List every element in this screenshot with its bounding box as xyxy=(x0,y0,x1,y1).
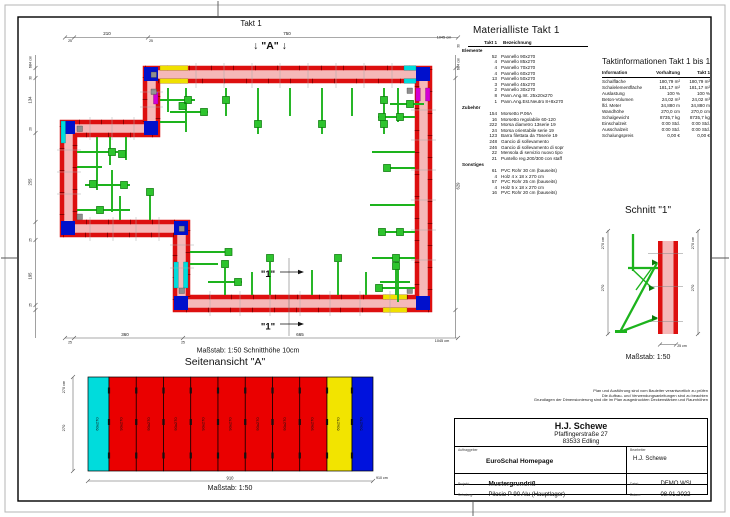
svg-text:50x270: 50x270 xyxy=(358,417,364,431)
takt-info-row: Schalungspreis 0,00 € 0,00 € xyxy=(602,132,710,138)
svg-text:90x270: 90x270 xyxy=(145,417,151,431)
svg-text:195: 195 xyxy=(27,272,33,280)
svg-text:25: 25 xyxy=(28,238,33,242)
svg-text:255: 255 xyxy=(27,178,33,186)
svg-text:25: 25 xyxy=(28,303,33,307)
section-brace xyxy=(615,234,658,333)
material-row: 22 Mensola di servizio nuovo tipo xyxy=(491,150,563,156)
company-name: H.J. Schewe xyxy=(554,420,608,431)
grid-ticks xyxy=(57,63,436,316)
takt-info-header: Information Vorhaltung Takt 1 xyxy=(602,70,710,78)
material-list-title: Materialliste Takt 1 xyxy=(473,25,560,36)
takt-info xyxy=(602,57,710,139)
svg-text:90x270: 90x270 xyxy=(200,417,206,431)
svg-text:25: 25 xyxy=(181,340,185,345)
material-items-zubehoer xyxy=(462,111,594,161)
material-row: 4 Pannello 70x270 xyxy=(494,64,536,70)
material-row: 13 Pannello 50x270 xyxy=(491,76,536,82)
svg-text:270 cm: 270 cm xyxy=(601,236,605,250)
svg-text:910 cm: 910 cm xyxy=(376,476,388,480)
svg-text:60x270: 60x270 xyxy=(335,417,341,431)
svg-text:25: 25 xyxy=(68,340,72,345)
floor-plan xyxy=(28,19,461,355)
material-row: 4 Pannello 60x270 xyxy=(494,70,536,76)
editor-value: H.J. Schewe xyxy=(633,456,667,462)
material-row: 154 Morsetto P.06A xyxy=(489,110,533,116)
project-cell: Projekt: Mustergrundriß xyxy=(455,474,627,484)
material-row: 16 PVC Rohr 20 cm (bauseits) xyxy=(491,190,557,196)
svg-text:270: 270 xyxy=(600,284,605,292)
disclaimer-line: Die Aufbau- und Verwendungsanleitungen sind zu beachten xyxy=(601,392,708,398)
material-row: 4 Pannello 85x270 xyxy=(494,59,536,65)
svg-text:270: 270 xyxy=(690,284,695,292)
company-address1: Pfaffingerstraße 27 xyxy=(554,430,608,438)
material-row: 222 Morsa diametro 13serie 19 xyxy=(489,122,556,128)
material-row: 246 Gancio di sollevamento di sopr xyxy=(489,144,564,150)
svg-text:"1": "1" xyxy=(260,269,276,280)
section-title-elemente: Elemente xyxy=(462,48,483,53)
svg-text:90x270: 90x270 xyxy=(118,417,124,431)
takt-info-row: Schalelementfläche 181,17 m² 181,17 m² xyxy=(602,84,710,90)
disclaimer-line: Grundlagen der Dimensionierung sind die im Plan ausgedruckten Deckenstärken und Raumhöhen xyxy=(533,397,708,403)
accent-panels-cyan xyxy=(61,66,416,288)
svg-text:270 cm: 270 cm xyxy=(691,236,695,250)
takt-info-row: Auslastung 100 % 100 % xyxy=(602,90,710,96)
takt-info-row: lfd. Meter 34,880 m 34,880 m xyxy=(602,102,710,108)
section-view xyxy=(600,205,700,361)
column-qty: Takt 1 xyxy=(484,40,497,45)
takt-info-title: Taktinformationen Takt 1 bis 1 xyxy=(602,57,711,66)
svg-text:750: 750 xyxy=(283,31,291,36)
material-row: 57 PVC Rohr 25 cm (bauseits) xyxy=(491,179,557,185)
svg-text:270 cm: 270 cm xyxy=(62,380,66,394)
material-row: 16 Morsetto regolabile 60-120 xyxy=(491,116,556,122)
material-items-elemente xyxy=(462,54,594,104)
material-row: 248 Gancio di sollevamento xyxy=(489,138,549,144)
material-row: 2 Pannello 30x270 xyxy=(494,87,536,93)
file-value: DEMO.WSL xyxy=(660,480,694,487)
section-title: Schnitt "1" xyxy=(624,205,672,216)
plan-scale-note: Maßstab: 1:50 Schnitthöhe 10cm xyxy=(196,347,300,355)
takt-info-row: Beton-Volumen 24,02 m³ 24,02 m³ xyxy=(602,96,710,102)
formwork-cell: Schalung: Pilosio P 90 Alu (Hauptlager) xyxy=(455,485,627,494)
project-value: Mustergrundriß xyxy=(488,480,536,488)
svg-text:360: 360 xyxy=(121,332,129,337)
takt-info-row: Ausschalzeit 0:00 Std. 0:00 Std. xyxy=(602,126,710,132)
svg-text:1045 cm: 1045 cm xyxy=(434,339,450,343)
disclaimer xyxy=(450,389,708,403)
takt-info-row: Wandhöhe 270,0 cm 270,0 cm xyxy=(602,108,710,114)
takt-info-rows xyxy=(602,79,710,139)
file-cell: Datei: DEMO.WSL xyxy=(630,480,694,487)
svg-text:90x270: 90x270 xyxy=(282,417,288,431)
svg-text:629: 629 xyxy=(455,182,461,190)
svg-text:665: 665 xyxy=(296,332,304,337)
wall-ring-fill xyxy=(62,68,430,310)
plan-title: Takt 1 xyxy=(240,19,262,28)
side-view-title: Seitenansicht "A" xyxy=(184,356,266,368)
svg-text:90x270: 90x270 xyxy=(309,417,315,431)
svg-text:90x270: 90x270 xyxy=(227,417,233,431)
takt-info-row: Schalgewicht 8735,7 kg 8735,7 kg xyxy=(602,114,710,120)
date-value: 08.01.2022 xyxy=(660,491,691,498)
title-block xyxy=(454,418,708,498)
svg-text:60x270: 60x270 xyxy=(94,417,100,431)
column-name: Bezeichnung xyxy=(503,40,532,45)
takt-info-row: Schalfläche 180,79 m² 180,79 m² xyxy=(602,78,710,84)
svg-text:134: 134 xyxy=(27,96,33,104)
company-address2: 83533 Edling xyxy=(562,437,600,445)
svg-text:210: 210 xyxy=(103,31,111,36)
material-row: 4 Holz 4 x 18 x 270 cm xyxy=(494,173,544,179)
section-scale: Maßstab: 1:50 xyxy=(625,354,671,361)
client-value: EuroSchal Homepage xyxy=(486,458,554,465)
svg-text:25: 25 xyxy=(149,39,153,43)
svg-text:90x270: 90x270 xyxy=(254,417,260,431)
material-row: 52 Pannello 90x270 xyxy=(491,53,536,59)
svg-text:"1": "1" xyxy=(260,321,276,333)
svg-text:90x270: 90x270 xyxy=(173,417,179,431)
section-title-zubehoer: Zubehör xyxy=(462,105,481,111)
svg-text:25 cm: 25 cm xyxy=(677,344,687,348)
wall-inner-panels xyxy=(75,81,417,297)
side-view-scale: Maßstab: 1:50 xyxy=(207,485,253,492)
material-row: 61 PVC Rohr 30 cm (bauseits) xyxy=(491,168,557,174)
accent-panels-yellow xyxy=(160,66,407,313)
corner-panels-blue xyxy=(61,67,430,310)
title-block-header xyxy=(455,419,707,447)
disclaimer-line: Plan und Ausführung sind vom Bauleiter verantwortlich zu prüfen xyxy=(593,388,708,393)
material-items-sonstiges xyxy=(462,168,594,196)
material-row: 24 Morsa orientabile serie 19 xyxy=(491,127,554,133)
svg-text:30: 30 xyxy=(456,44,461,48)
svg-text:684 cm: 684 cm xyxy=(28,55,33,69)
material-row: 21 Puntello reg.200/300 con staff xyxy=(491,155,562,161)
takt-info-row: Einschalzeit 0:00 Std. 0:00 Std. xyxy=(602,120,710,126)
section-title-sonstiges: Sonstiges xyxy=(462,162,484,168)
material-list-header xyxy=(468,40,588,47)
accent-panels-magenta xyxy=(154,88,431,104)
material-list xyxy=(462,25,594,196)
date-cell: Datum: 08.01.2022 xyxy=(630,491,691,498)
svg-text:30: 30 xyxy=(28,76,33,80)
svg-text:25: 25 xyxy=(68,39,72,43)
material-row: 4 Holz 5 x 18 x 270 cm xyxy=(494,184,544,190)
wall-outer-panels xyxy=(62,68,430,310)
formwork-value: Pilosio P 90 Alu (Hauptlager) xyxy=(488,491,566,498)
svg-text:910: 910 xyxy=(226,475,234,481)
section-a-marker: ↓ "A" ↓ xyxy=(253,40,287,52)
material-row: 123 Barra filettata da 75serie 19 xyxy=(489,133,558,139)
material-row: 1 Pann.Ang.Est.Neutro 8+8x270 xyxy=(494,98,564,104)
material-row: 3 Pannello 45x270 xyxy=(494,81,536,87)
svg-text:20: 20 xyxy=(28,127,33,131)
material-row: 8 Pann.Ang.Int. 25x20x270 xyxy=(494,92,553,98)
editor-cell: Bearbeiter H.J. Schewe xyxy=(627,447,707,473)
svg-text:1045 cm: 1045 cm xyxy=(436,35,452,40)
side-view xyxy=(61,356,388,492)
client-cell: Auftraggeber EuroSchal Homepage xyxy=(455,447,627,473)
svg-text:270: 270 xyxy=(61,424,66,432)
svg-text:684 cm: 684 cm xyxy=(456,57,461,71)
